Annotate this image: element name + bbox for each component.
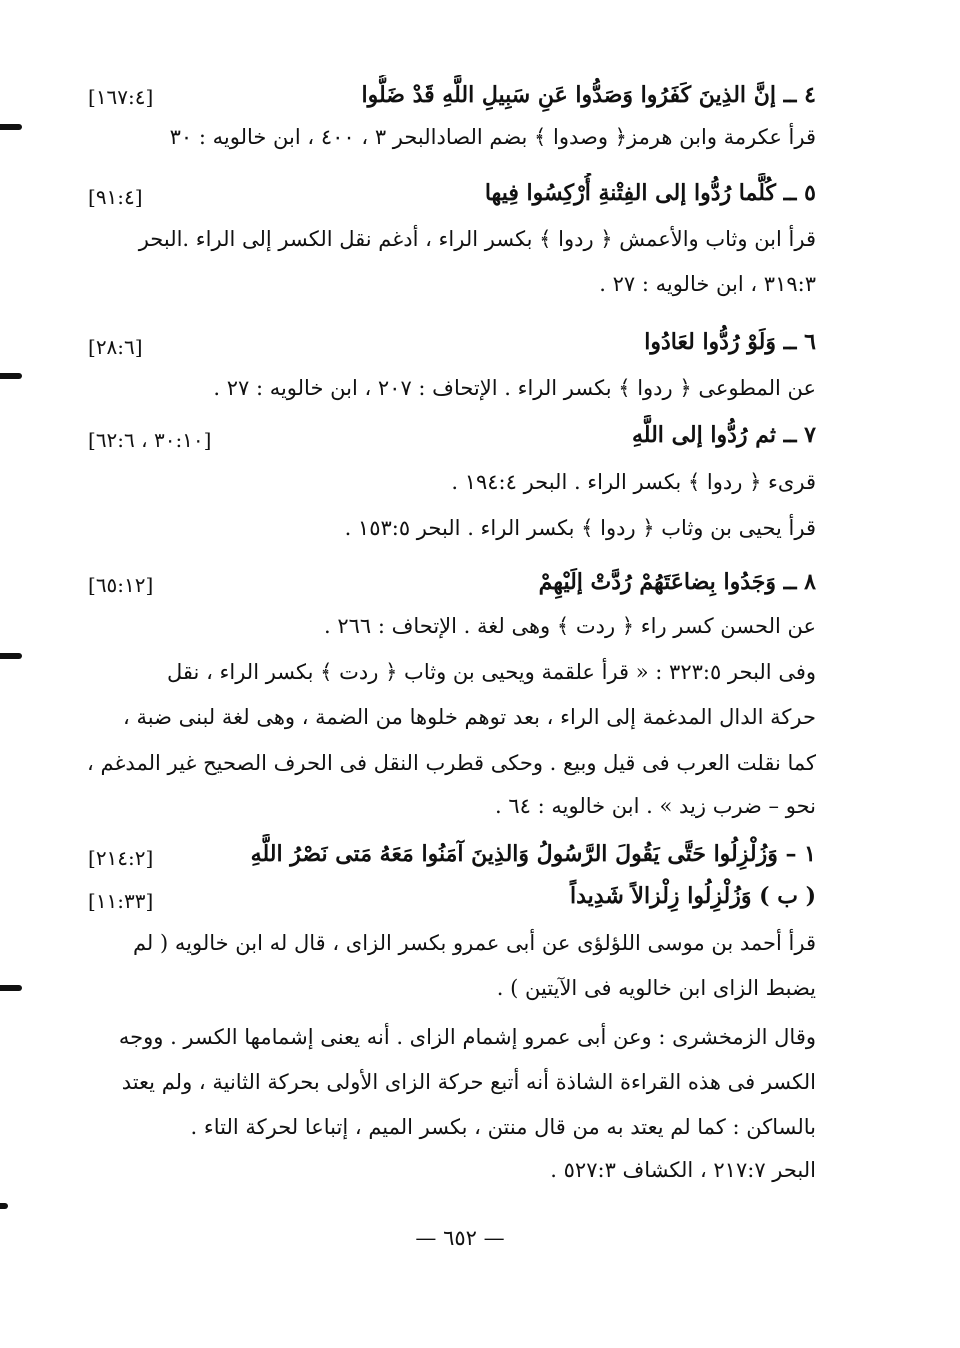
- verse-line: ٧ ــ ثم رُدُّوا إلى اللَّهِ: [632, 422, 816, 448]
- verse-line: ٤ ــ إنَّ الذِينَ كَفَرُوا وَصَدُّوا عَنِ سَبِيلِ اللَّهِ قَدْ ضَلُّوا: [361, 82, 816, 108]
- text-line: وقال الزمخشرى : وعن أبى عمرو إشمام الزاى . أنه يعنى إشمامها الكسر . ووجه: [118, 1025, 816, 1049]
- verse-reference: [٦٥:١٢]: [88, 573, 154, 597]
- text-line: الكسر فى هذه القراءة الشاذة أنه أتبع حركة الزاى الأولى بحركة الثانية ، ولم يعتد: [121, 1070, 816, 1094]
- scan-edge-mark: [0, 985, 22, 991]
- text-line: قرأ يحيى بن وثاب ﴿ ردوا ﴾ بكسر الراء . البحر ١٥٣:٥ .: [344, 516, 816, 540]
- text-line: بالساكن : كما لم يعتد به من قال منتن ، بكسر الميم ، إتباعا لحركة التاء .: [190, 1115, 816, 1139]
- text-line: وفى البحر ٣٢٣:٥ : « قرأ علقمة ويحيى بن وثاب ﴿ ردت ﴾ بكسر الراء ، نقل: [167, 660, 816, 684]
- text-line: قرأ عكرمة وابن هرمز﴿ وصدوا ﴾ بضم الصادالبحر ٣ ، ٤٠٠ ، ابن خالويه : ٣٠: [169, 125, 816, 149]
- text-line: كما نقلت العرب فى قيل وبيع . وحكى قطرب النقل فى الحرف الصحيح غير المدغم ،: [87, 751, 816, 775]
- verse-reference: [١٦٧:٤]: [88, 85, 154, 109]
- verse-line: ١ – وَزُلْزِلُوا حَتَّى يَقُولَ الرَّسُولُ وَالذِينَ آمَنُوا مَعَهُ مَتى نَصْرُ اللَّهِ: [250, 841, 816, 867]
- text-line: نحو – ضرب زيد » . ابن خالويه : ٦٤ .: [495, 794, 816, 818]
- verse-line: ٨ ــ وَجَدُوا بِضاعَتَهُمْ رُدَّتْ إلَيْهِمْ: [538, 569, 816, 595]
- text-line: قرأ أحمد بن موسى اللؤلؤى عن أبى عمرو بكسر الزاى ، قال له ابن خالويه ( لم: [132, 931, 816, 955]
- text-line: حركة الدال المدغمة إلى الراء ، بعد توهم خلوها من الضمة ، وهى لغة لبنى ضبة ،: [123, 705, 816, 729]
- verse-reference: [٩١:٤]: [88, 185, 143, 209]
- text-line: عن المطوعى ﴿ ردوا ﴾ بكسر الراء . الإتحاف : ٢٠٧ ، ابن خالويه : ٢٧ .: [213, 376, 816, 400]
- verse-reference: [٢١٤:٢]: [88, 846, 154, 870]
- text-line: قرىء ﴿ ردوا ﴾ بكسر الراء . البحر ١٩٤:٤ .: [451, 470, 816, 494]
- text-line: يضبط الزاى ابن خالويه فى الآيتين ) .: [496, 976, 816, 1000]
- scan-edge-mark: [0, 124, 22, 130]
- verse-reference: [٣٠:١٠ ، ٦٢:٦]: [88, 428, 212, 452]
- verse-line: ( ب ) وَزُلْزِلُوا زِلْزالاً شَدِيداً: [570, 883, 816, 909]
- verse-line: ٥ ــ كُلَّما رُدُّوا إلى الفِتْنةِ أُرْكِسُوا فِيها: [484, 180, 816, 206]
- text-line: البحر ٢١٧:٧ ، الكشاف ٥٢٧:٣ .: [550, 1158, 816, 1182]
- verse-line: ٦ ــ وَلَوْ رُدُّوا لعَادُوا: [644, 329, 816, 355]
- text-line: ٣١٩:٣ ، ابن خالويه : ٢٧ .: [599, 272, 816, 296]
- scan-edge-mark: [0, 653, 22, 659]
- verse-reference: [١١:٣٣]: [88, 889, 154, 913]
- scan-edge-mark: [0, 373, 22, 379]
- verse-reference: [٢٨:٦]: [88, 335, 143, 359]
- page-number: — ٦٥٢ —: [415, 1226, 505, 1250]
- text-line: عن الحسن كسر راء ﴿ ردت ﴾ وهى لغة . الإتحاف : ٢٦٦ .: [323, 614, 816, 638]
- scan-edge-mark: [0, 1203, 8, 1209]
- text-line: قرأ ابن وثاب والأعمش ﴿ ردوا ﴾ بكسر الراء ، أدغم نقل الكسر إلى الراء .البحر: [138, 227, 816, 251]
